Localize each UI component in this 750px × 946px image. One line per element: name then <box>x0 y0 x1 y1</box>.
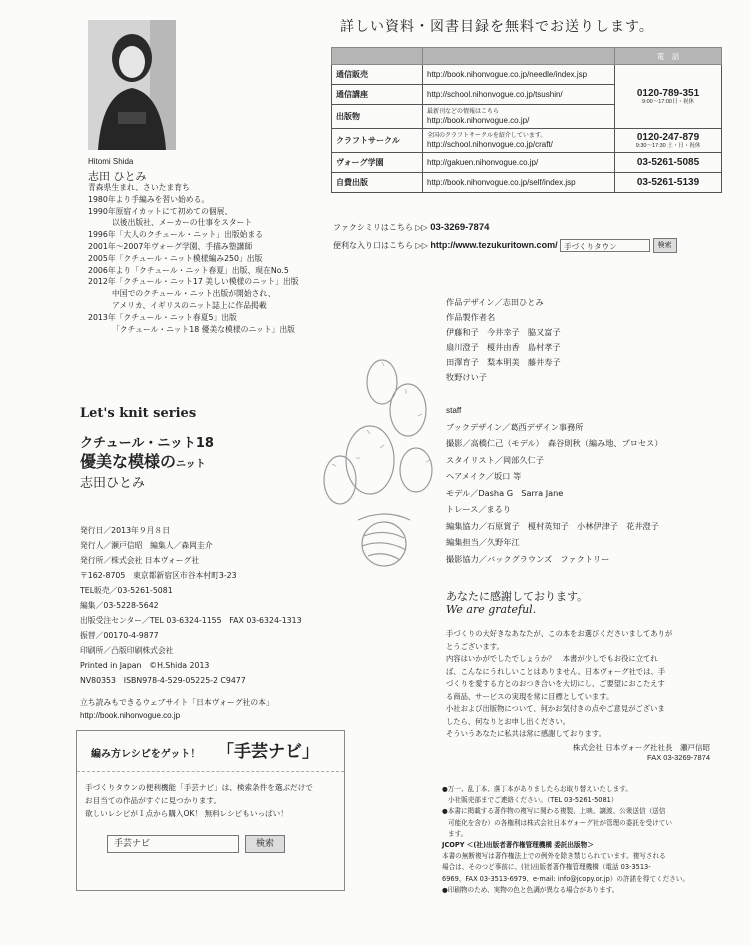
portal-label: 便利な入り口はこちら ▷▷ <box>333 241 428 250</box>
message-line: ば、こんなにうれしいことはありません。日本ヴォーグ社では、手 <box>446 666 666 676</box>
row-note: 最新刊などの情報はこちら <box>427 108 500 115</box>
bio-line: 2012年「クチュール・ニット17 美しい模様のニット」出版 <box>88 277 299 287</box>
table-row <box>332 65 722 85</box>
staff-line: モデル／Dasha G Sarra Jane <box>446 487 564 498</box>
message-line: る商品、サービスの実現を常に目標としています。 <box>446 691 614 701</box>
staff-line: ヘアメイク／坂口 等 <box>446 471 522 481</box>
staff-line: スタイリスト／岡部久仁子 <box>446 454 544 465</box>
staff-line: ブックデザイン／葛西デザイン事務所 <box>446 421 584 432</box>
colophon-line: 発行人／瀬戸信昭 編集人／森岡圭介 <box>80 541 213 550</box>
header-cell: 電 話 <box>615 48 722 65</box>
colophon-line: 〒162-8705 東京都新宿区市谷本村町3-23 <box>80 571 237 580</box>
notice-line: ●印刷物のため、実物の色と色調が異なる場合があります。 <box>442 885 619 894</box>
row-category: ヴォーグ学園 <box>332 153 423 173</box>
series-name: Let's knit series <box>80 406 197 421</box>
credit-line: 作品製作者名 <box>446 312 496 322</box>
staff-line: 撮影協力／バックグラウンズ ファクトリー <box>446 553 610 564</box>
notice-line: 場合は、そのつど事前に、(社)出版者著作権管理機構（電話 03-3513- <box>442 863 651 872</box>
recipe-description <box>85 781 313 820</box>
message-line: 手づくりの大好きなあなたが、この本をお選びくださいましてありが <box>446 629 673 638</box>
thanks-title-jp: あなたに感謝しております。 <box>446 590 589 603</box>
bio-line: 2005年「クチュール・ニット模様編み250」出版 <box>88 253 263 263</box>
message-signature <box>573 742 710 762</box>
phone-hours: 9:30〜17:30 土・日・祝休 <box>635 142 701 149</box>
colophon-line: Printed in Japan ©H.Shida 2013 <box>80 661 210 670</box>
bio-line: アメリカ、イギリスのニット誌上に作品掲載 <box>112 300 267 310</box>
row-url[interactable]: http://school.nihonvogue.co.jp/craft/ <box>427 139 553 149</box>
message-line: 小社および出版物について、何かお気付きの点やご意見がございま <box>446 704 665 713</box>
bio-line: 2013年「クチュール・ニット春夏5」出版 <box>88 312 237 322</box>
colophon-line: 出版受注センター／TEL 03-6324-1155 FAX 03-6324-1313 <box>80 616 302 625</box>
recipe-heading: 編み方レシピをゲット！ <box>91 749 201 760</box>
table-row <box>332 173 722 193</box>
row-url[interactable]: http://gakuen.nihonvogue.co.jp/ <box>423 153 615 173</box>
row-url[interactable]: http://book.nihonvogue.co.jp/ <box>427 115 530 125</box>
phone-number: 0120-247-879 <box>636 131 700 143</box>
table-row <box>332 153 722 173</box>
portal-search-input[interactable]: 手づくりタウン <box>560 239 650 252</box>
signature-fax: FAX 03-3269-7874 <box>647 753 710 762</box>
portal-link[interactable]: http://www.tezukuritown.com/ <box>430 240 558 250</box>
author-bio <box>88 182 299 335</box>
subtitle-small: ニット <box>176 459 206 470</box>
phone-group-2 <box>615 129 722 153</box>
phone-number: 03-5261-5139 <box>615 173 722 193</box>
contact-table <box>331 47 722 193</box>
colophon-line: 発行所／株式会社 日本ヴォーグ社 <box>80 556 200 565</box>
signature-line: 株式会社 日本ヴォーグ社社長 瀬戸信昭 <box>572 743 710 752</box>
author-photo <box>88 20 176 150</box>
phone-number: 0120-789-351 <box>636 87 700 99</box>
staff-heading: staff <box>446 406 462 415</box>
bio-line: 1980年より手編みを習い始める。 <box>88 194 210 204</box>
colophon-line: 印刷所／凸版印刷株式会社 <box>80 646 174 655</box>
credit-line: 伊藤和子 今井幸子 脇又富子 <box>446 327 561 337</box>
row-category: 通信講座 <box>332 85 423 105</box>
recipe-search-button[interactable]: 検索 <box>245 835 285 853</box>
portal-search-button[interactable]: 検索 <box>653 238 677 253</box>
colophon-line: NV80353 ISBN978-4-529-05225-2 C9477 <box>80 676 246 685</box>
notice-line: 小社販売部までご連絡ください。（TEL 03-5261-5081） <box>448 796 618 805</box>
row-category: 出版物 <box>332 105 423 129</box>
notice-line: ●本書に掲載する著作物の複写に関わる複製、上映、譲渡、公衆送信（送信 <box>442 807 666 816</box>
row-url[interactable]: http://school.nihonvogue.co.jp/tsushin/ <box>423 85 615 105</box>
phone-group-1 <box>615 65 722 129</box>
header-cell <box>423 48 615 65</box>
row-url[interactable]: http://book.nihonvogue.co.jp/needle/index.jsp <box>423 65 615 85</box>
message-line: したら、何なりとお申し出ください。 <box>446 716 571 726</box>
bio-line: 1990年原宿イカットにて初めての個展、 <box>88 206 233 216</box>
bio-line: 青森県生まれ、さいたま育ち <box>88 183 190 192</box>
phone-hours: 9:00〜17:00日・祝休 <box>642 98 694 105</box>
portal-line <box>333 238 677 253</box>
row-note: 全国のクラフトサークルを紹介しています。 <box>427 132 547 139</box>
colophon <box>80 523 302 688</box>
bio-line: 以後出版社、メーカーの仕事をスタート <box>112 218 253 228</box>
credit-line: 作品デザイン／志田ひとみ <box>446 297 544 307</box>
bio-line: 2006年より「クチュール・ニット春夏」出版、現在No.5 <box>88 265 289 275</box>
bio-line: 中国でのクチュール・ニット出版が開始され、 <box>112 289 276 299</box>
credits <box>446 295 561 385</box>
message-line: そういうあなたに私共は常に感謝しております。 <box>446 729 606 738</box>
message-line: づくりを愛する方とのおつき合いを大切にし、ご要望におこたえす <box>446 679 665 688</box>
bio-line: 1996年「大人のクチュール・ニット」出版始まる <box>88 230 264 240</box>
book-author: 志田ひとみ <box>80 476 146 491</box>
contact-title: 詳しい資料・図書目録を無料でお送りします。 <box>340 19 654 35</box>
row-category: 通信販売 <box>332 65 423 85</box>
fax-label: ファクシミリはこちら ▷▷ <box>333 223 428 232</box>
notice-line: 6969、FAX 03-3513-6979、e-mail: info@jcopy.or.jp）の許諾を得てください。 <box>442 874 689 883</box>
thanks-title-en: We are grateful. <box>446 603 537 616</box>
website-label: 立ち読みもできるウェブサイト「日本ヴォーグ社の本」 <box>80 698 274 707</box>
legal-notices <box>442 784 689 896</box>
thanks-message <box>446 628 672 741</box>
staff-credits <box>446 404 663 567</box>
fax-number: 03-3269-7874 <box>430 222 490 233</box>
phone-number: 03-5261-5085 <box>615 153 722 173</box>
row-category: 自費出版 <box>332 173 423 193</box>
bio-line: 2001年〜2007年ヴォーグ学園、手描み塾講師 <box>88 241 253 251</box>
recipe-line: お目当ての作品がすぐに見つかります。 <box>85 796 222 805</box>
staff-line: 撮影／高橋仁己（モデル） 森谷則秋（編み地、プロセス） <box>446 438 663 448</box>
colophon-line: TEL販売／03-5261-5081 <box>80 586 173 595</box>
recipe-line: 手づくりタウンの便利機能「手芸ナビ」は、検索条件を選ぶだけで <box>85 783 313 792</box>
author-portrait-illustration <box>88 20 176 150</box>
row-url-cell <box>423 105 615 129</box>
book-subtitle <box>80 449 206 472</box>
colophon-line: 編集／03-5228-5642 <box>80 601 159 610</box>
cactus-yarn-illustration <box>300 330 470 570</box>
credit-line: 田澤育子 梨本明美 藤井寿子 <box>446 357 561 367</box>
colophon-line: 振替／00170-4-9877 <box>80 631 159 640</box>
colophon-line: 発行日／2013年９月８日 <box>80 526 171 535</box>
message-line: とうございます。 <box>446 641 504 651</box>
staff-line: 編集担当／久野年江 <box>446 537 520 547</box>
subtitle-main: 優美な模様の <box>80 452 177 471</box>
notice-line: ます。 <box>448 829 468 838</box>
row-url[interactable]: http://book.nihonvogue.co.jp/self/index.jsp <box>423 173 615 193</box>
recipe-brand: 「手芸ナビ」 <box>217 742 319 762</box>
fax-line <box>333 222 489 233</box>
staff-line: トレース／まるり <box>446 504 512 514</box>
recipe-line: 欲しいレシピが１点から購入OK！ 無料レシピもいっぱい！ <box>85 809 288 818</box>
jcopy-notice: JCOPY ＜(社)出版者著作権管理機構 委託出版物＞ <box>442 841 594 850</box>
recipe-search-input[interactable]: 手芸ナビ <box>107 835 239 853</box>
credit-line: 扇川澄子 榎井由香 島村孝子 <box>446 342 561 352</box>
row-category: クラフトサークル <box>332 129 423 153</box>
author-romaji: Hitomi Shida <box>88 157 134 166</box>
message-line: 内容はいかがでしたでしょうか？ 本書が少しでもお役に立てれ <box>446 654 658 663</box>
staff-line: 編集協力／石原賞子 榎村英知子 小林伊津子 花井澄子 <box>446 520 659 531</box>
credit-line: 牧野けい子 <box>446 372 487 382</box>
recipe-box-header <box>77 731 344 772</box>
notice-line: ●万一、乱丁本、落丁本がありましたらお取り替えいたします。 <box>442 785 632 793</box>
recipe-promo-box <box>76 730 345 891</box>
contact-table-header <box>332 48 722 65</box>
notice-line: 可能化を含む）の各権利は株式会社日本ヴォーグ社が管理の委託を受けてい <box>448 818 672 827</box>
bio-line: 「クチュール・ニット18 優美な模様のニット」出版 <box>112 324 295 334</box>
table-row <box>332 129 722 153</box>
row-url-cell <box>423 129 615 153</box>
book-title: クチュール・ニット18 <box>80 436 214 451</box>
notice-line: 本書の無断複写は著作権法上での例外を除き禁じられています。複写される <box>442 852 666 861</box>
header-cell <box>332 48 423 65</box>
author-name: 志田 ひとみ <box>88 170 147 183</box>
website-link[interactable]: http://book.nihonvogue.co.jp <box>80 711 181 720</box>
